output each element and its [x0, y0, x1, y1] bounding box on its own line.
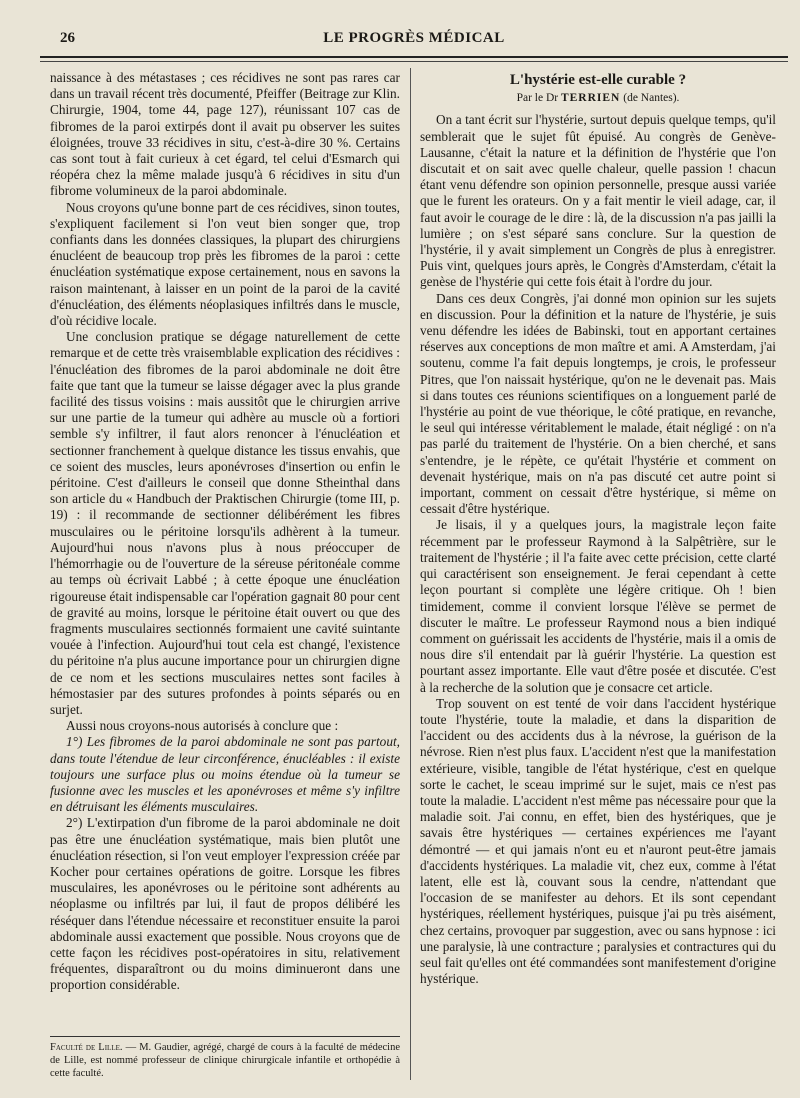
article-title: L'hystérie est-elle curable ?	[509, 72, 687, 88]
left-column	[50, 70, 400, 994]
byline-suffix: (de Nantes).	[623, 92, 680, 105]
paragraph: Aussi nous croyons-nous autorisés à conclure que :	[66, 718, 339, 734]
right-column	[420, 70, 776, 987]
paragraph: Je lisais, il y a quelques jours, la magistrale leçon faite récemment par le professeur Raymond à la Salpêtrière, sur le traitement de l'hystérie ; il l'a faite avec cette précision, cette clarté qui caractérisent son enseignement. Je ferai cependant à cette leçon pourtant si complète une légère critique. Oh ! bien timidement, comme il convient lorsque l'élève se permet de discuter le maître. Le professeur Raymond nous a bien indiqué comment on guérissait les accidents de l'hystérie, mais il a omis de nous dire s'il entendait par là guérir l'hystérie. La question est pourtant assez importante. Elle vaut d'être posée et discutée. C'est à la recherche de la solution que je consacre cet article.	[420, 517, 776, 695]
paragraph: Une conclusion pratique se dégage naturellement de cette remarque et de cette très vraisemblable explication des récidives : l'énucléation des fibromes de la paroi abdominale ne doit être faite que tant que la tumeur se laisse dégager avec la plus grande facilité des tissus voisins : mais aussitôt que le chirurgien arrive sur une partie de la tumeur qui adhère au muscle où a fortiori semble s'y infiltrer, il faut alors renoncer à l'énucléation et sectionner franchement à quelque distance les tissus envahis, que ce soient des muscles, leurs aponévroses d'insertion ou enfin le péritoine. C'est d'ailleurs le conseil que donne Stheinthal dans son article du « Handbuch der Praktischen Chirurgie (tome III, p. 19) : il recommande de sectionner délibérément les fibres musculaires ou le péritoine lorsqu'ils adhèrent à la tumeur. Aujourd'hui nous n'avons plus à nous préoccuper de l'hémorrhagie ou de l'ouverture de la séreuse péritonéale comme au temps où écrivait Labbé ; à cette époque une énucléation rigoureuse était indispensable car l'opération gagnait 80 pour cent de gravité au moins, lorsque le péritoine était ouvert ou que des fragments musculaires sectionnés formaient une cavité suintante vouée à l'infection. Aujourd'hui tout cela est changé, l'existence du péritoine n'a plus aucune importance pour un chirurgien digne de ce nom et les sections musculaires nettes sont faciles à hémostasier par des sutures profondes à points séparés ou en surjet.	[50, 329, 400, 717]
byline	[420, 90, 776, 106]
paragraph: Dans ces deux Congrès, j'ai donné mon opinion sur les sujets en discussion. Pour la définition et la nature de l'hystérie, je suis venu défendre les idées de Babinski, tout en apportant certaines réserves aux conceptions de mon maître et ami. A Amsterdam, j'ai soutenu, comme l'a fait depuis longtemps, je crois, le professeur Pitres, que l'on naissait hystérique, qu'on ne le devenait pas. Mais si dans toutes ces réunions scientifiques on a longuement parlé de l'hystérie au point de vue théorique, le côté pratique, en revanche, le seul qui intéresse véritablement le malade, était négligé : on n'a pas parlé du traitement de l'hystérie. On a bien cherché, et sans s'entendre, je le répète, ce qu'était l'hystérie et comment on devenait hystérique, mais on n'a pas discuté cet autre point si important, comment on cessait d'être hystérique, si même on cessait d'être hystérique.	[420, 290, 776, 517]
byline-prefix: Par le Dr	[516, 92, 559, 105]
footnote-text: — M. Gaudier, agrégé, chargé de cours à la faculté de médecine de Lille, est nommé professeur de clinique chirurgicale infantile et orthopédie à cette faculté.	[50, 1042, 401, 1079]
footnote-rule	[50, 1036, 400, 1037]
conclusion-2: 2°) L'extirpation d'un fibrome de la paroi abdominale ne doit pas être une énucléation systématique, mais bien plutôt une énucléation résection, si l'on veut employer l'expression créée par Kocher pour certaines opérations de goitre. Lorsque les fibres musculaires, les aponévroses ou le péritoine sont adhérents au néoplasme ou infiltrés par lui, il faut de propos délibéré les réséquer dans l'étendue nécessaire et reconstituer ensuite la paroi abdominale aussi exactement que possible. Nous croyons que de cette façon les récidives post-opératoires in situ, relativement fréquentes, disparaîtront ou du moins diminueront dans une proportion considérable.	[50, 815, 400, 993]
header-rule-thin	[40, 61, 788, 62]
page-header	[40, 26, 788, 50]
page-number: 26	[60, 30, 75, 46]
paragraph: Nous croyons qu'une bonne part de ces récidives, sinon toutes, s'expliquent facilement si l'on veut bien songer que, trop confiants dans les données classiques, la plupart des chirurgiens énucléent de beaucoup trop près les fibromes de la paroi : cette énucléation systématique expose certainement, nous en savons la raison maintenant, à laisser en un point de la paroi de la cavité d'énucléation, des éléments néoplasiques infiltrés dans le muscle, d'où récidive locale.	[50, 199, 400, 329]
paragraph: Trop souvent on est tenté de voir dans l'accident hystérique toute l'hystérie, toute la maladie, et dans la disparition de l'accident ou des accidents dus à la névrose, la guérison de la névrose. Rien n'est plus faux. L'accident n'est que la manifestation extérieure, visible, tangible de l'état hystérique, c'est en quelque sorte le cachet, le sceau imprimé sur le sujet, mais ce n'est pas toute la maladie. L'accident n'est même pas nécessaire pour que la maladie soit. J'ai connu, en effet, bien des hystériques, que je savais être hystériques — certaines expériences me l'ayant démontré — et qui jamais n'ont eu et n'auront peut-être jamais d'accidents hystériques. La maladie vit, chez eux, comme à l'état latent, elle est là, couvant sous la cendre, n'attendant que l'occasion de se manifester au dehors. Et ils sont cependant hystériques, réellement hystériques, puisque j'ai pu très aisément, chez certains, provoquer par suggestion, avec ou sans hypnose : ici une paralysie, là une contracture ; paralysies et contractures qui du seul fait qu'elles ont été commandées sont manifestement d'origine hystérique.	[420, 695, 776, 987]
conclusion-1: 1°) Les fibromes de la paroi abdominale ne sont pas partout, dans toute l'étendue de leur circonférence, énucléables : il existe toujours une surface plus ou moins étendue où la tumeur se fusionne avec les muscles et les aponévroses et même s'y infiltre en détruisant les éléments musculaires.	[50, 734, 400, 815]
journal-title: LE PROGRÈS MÉDICAL	[323, 30, 505, 46]
header-rule	[40, 56, 788, 58]
footnote	[50, 1041, 400, 1080]
paragraph: On a tant écrit sur l'hystérie, surtout depuis quelque temps, qu'il semblerait que le sujet fût épuisé. Au congrès de Genève-Lausanne, c'était la nature et la définition de l'hystérie que l'on discutait et on sait avec quelle chaleur, quelle passion ! chacun étant venu défendre son opinion personnelle, presque aussi variée que le furent les orateurs. On y a fait mentir le vieil adage, car, il faut avoir le courage de le dire : là, de la discussion n'a pas jailli la lumière ; on s'est séparé sans conclure. Sur la question de l'hystérie, il y avait simplement un Congrès de plus à enregistrer. Puis vint, quelques jours après, le Congrès d'Amsterdam, c'était la genèse de l'hystérie qui cette fois était à l'ordre du jour.	[420, 112, 776, 290]
paragraph: naissance à des métastases ; ces récidives ne sont pas rares car dans un travail récent très documenté, Pfeiffer (Beitrage zur Klin. Chirurgie, 1904, tome 44, page 127), réunissant 107 cas de fibromes de la paroi extirpés dont il avait pu observer les suites éloignées, trouve 33 récidives in situ, c'est-à-dire 30 %. Certains cas sont tout à fait curieux à cet égard, tel celui d'Esmarch qui réopéra chez la même malade jusqu'à 6 récidives in situ d'un fibrome volumineux de la paroi abdominale.	[50, 70, 400, 199]
byline-author: TERRIEN	[560, 92, 621, 105]
footnote-lead: Faculté de Lille.	[50, 1042, 123, 1053]
column-divider	[410, 68, 411, 1080]
